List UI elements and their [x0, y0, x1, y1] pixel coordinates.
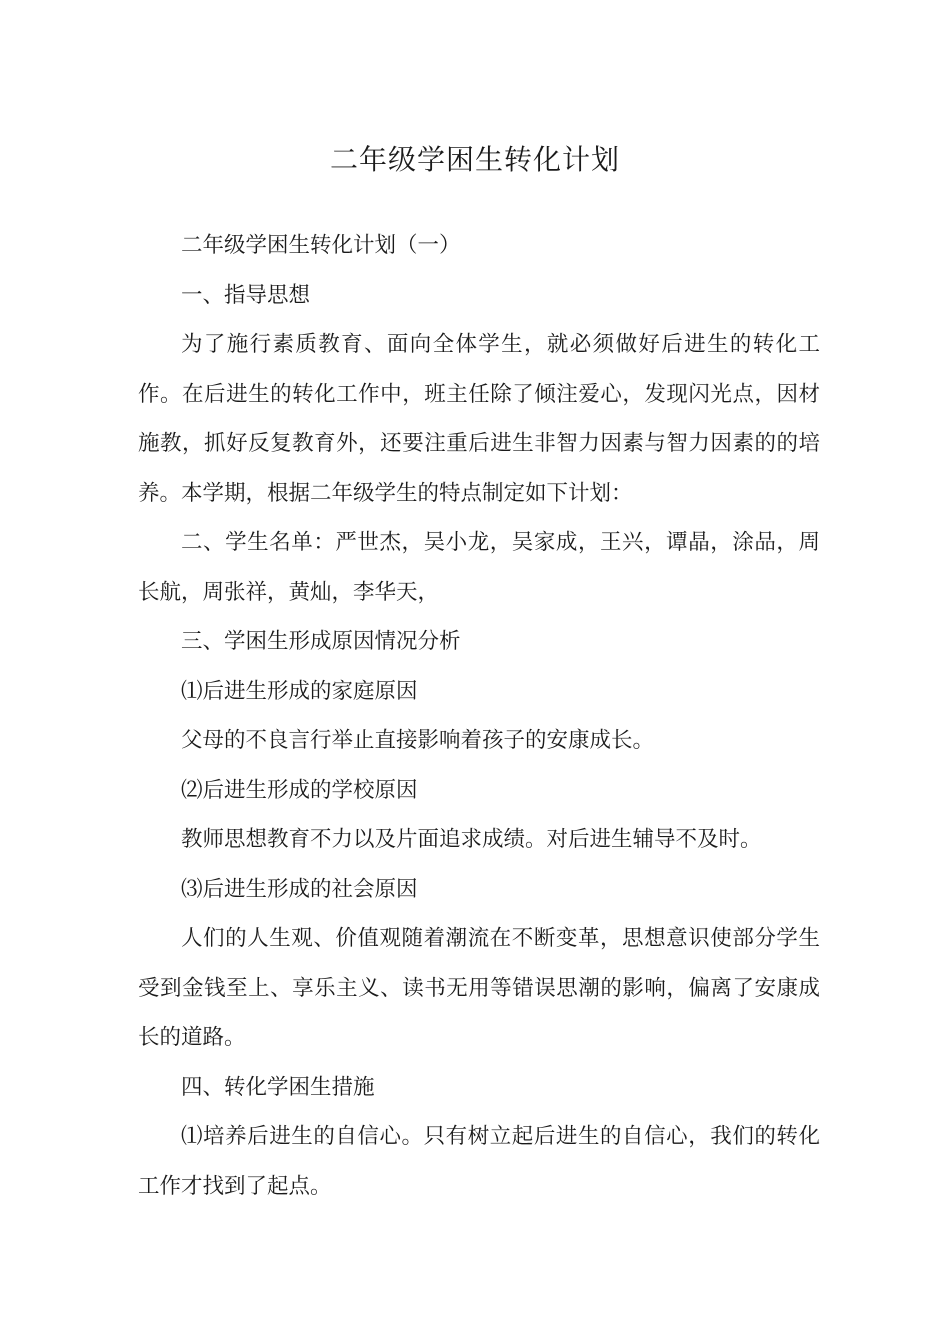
- subheading-school-cause: ⑵后进生形成的学校原因: [181, 777, 418, 803]
- heading-measures: 四、转化学困生措施: [181, 1074, 375, 1100]
- section-subtitle: 二年级学困生转化计划（一）: [181, 233, 461, 258]
- paragraph-guiding-ideology: 为了施行素质教育、面向全体学生，就必须做好后进生的转化工作。在后进生的转化工作中，班主任除了倾注爱心，发现闪光点，因材施教，抓好反复教育外，还要注重后进生非智力因素与智力因素的的培养。本学期，根据二年级学生的特点制定如下计划：: [138, 332, 820, 506]
- paragraph-social-cause: 人们的人生观、价值观随着潮流在不断变革，思想意识使部分学生受到金钱至上、享乐主义、读书无用等错误思潮的影响，偏离了安康成长的道路。: [138, 926, 820, 1050]
- document-title: 二年级学困生转化计划: [329, 143, 620, 176]
- heading-cause-analysis: 三、学困生形成原因情况分析: [181, 629, 461, 654]
- paragraph-school-cause: 教师思想教育不力以及片面追求成绩。对后进生辅导不及时。: [181, 827, 762, 852]
- subheading-family-cause: ⑴后进生形成的家庭原因: [181, 678, 418, 704]
- document-body: [138, 221, 820, 1211]
- paragraph-student-list: 二、学生名单：严世杰，吴小龙，吴家成，王兴，谭晶，涂品，周长航，周张祥，黄灿，李华天，: [138, 530, 820, 605]
- subheading-social-cause: ⑶后进生形成的社会原因: [181, 876, 418, 902]
- paragraph-measure-confidence: ⑴培养后进生的自信心。只有树立起后进生的自信心，我们的转化工作才找到了起点。: [138, 1124, 820, 1199]
- heading-guiding-ideology: 一、指导思想: [181, 282, 311, 308]
- paragraph-family-cause: 父母的不良言行举止直接影响着孩子的安康成长。: [181, 728, 655, 753]
